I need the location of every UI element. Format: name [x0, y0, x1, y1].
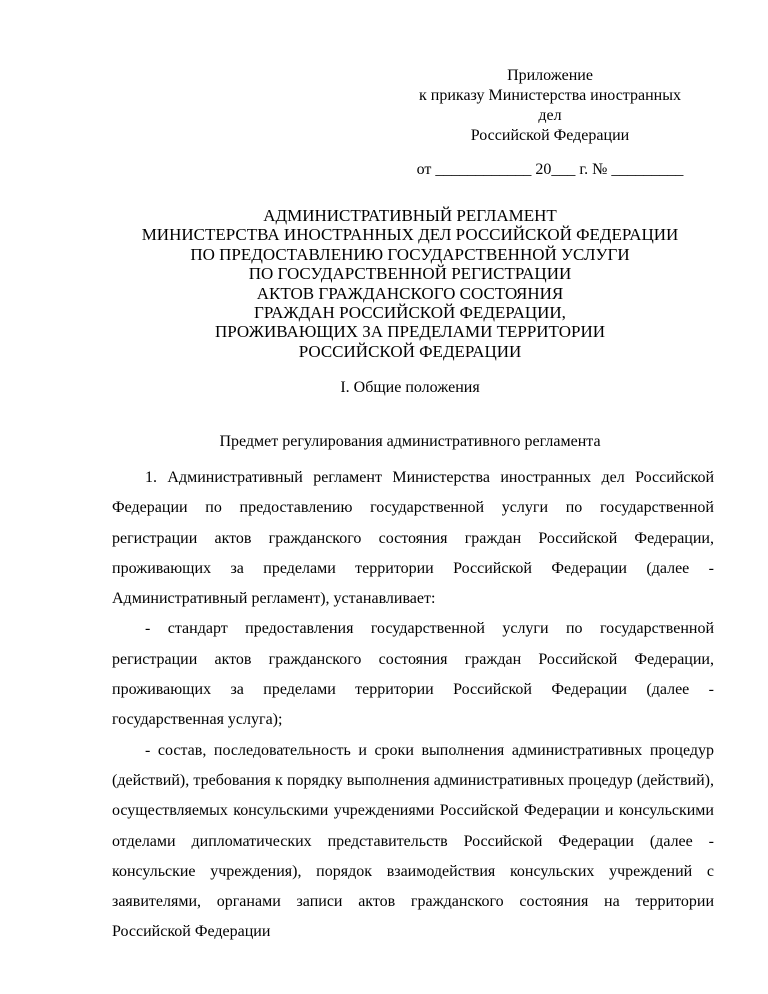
appendix-country: Российской Федерации [470, 127, 630, 144]
subject-heading: Предмет регулирования административного регламента [219, 433, 601, 450]
title-line: РОССИЙСКОЙ ФЕДЕРАЦИИ [298, 341, 522, 361]
title-line: ПРОЖИВАЮЩИХ ЗА ПРЕДЕЛАМИ ТЕРРИТОРИИ [214, 322, 606, 342]
paragraph-2: - стандарт предоставления государственной услуги по государственной регистрации актов гражданского состояния граждан Российской Федерации, проживающих за пределами территории Российской Федерации (далее - государственная услуга); [112, 620, 714, 729]
document-title [80, 206, 740, 361]
appendix-label: Приложение [507, 67, 593, 84]
appendix-order-ref-cont: дел [538, 107, 562, 124]
appendix-date-number: от ____________ 20___ г. № _________ [416, 161, 684, 178]
appendix-order-ref: к приказу Министерства иностранных [419, 87, 681, 104]
appendix-block [390, 66, 710, 180]
title-line: МИНИСТЕРСТВА ИНОСТРАННЫХ ДЕЛ РОССИЙСКОЙ ФЕДЕРАЦИИ [141, 225, 679, 245]
body-text [112, 463, 714, 948]
title-line: ГРАЖДАН РОССИЙСКОЙ ФЕДЕРАЦИИ, [254, 303, 566, 323]
title-line: АКТОВ ГРАЖДАНСКОГО СОСТОЯНИЯ [256, 283, 564, 303]
title-line: АДМИНИСТРАТИВНЫЙ РЕГЛАМЕНТ [263, 206, 557, 225]
section-heading: I. Общие положения [340, 379, 480, 396]
paragraph-1: 1. Административный регламент Министерства иностранных дел Российской Федерации по предоставлению государственной услуги по государственной регистрации актов гражданского состояния граждан Российской Федерации, проживающих за пределами территории Российской Федерации (далее - Административный регламент), устанавливает: [112, 469, 714, 608]
title-line: ПО ПРЕДОСТАВЛЕНИЮ ГОСУДАРСТВЕННОЙ УСЛУГИ [190, 244, 630, 264]
paragraph-3: - состав, последовательность и сроки выполнения административных процедур (действий), требования к порядку выполнения административных процедур (действий), осуществляемых консульскими учреждениями Российской Федерации и консульскими отделами дипломатических представительств Российской Федерации (далее - консульские учреждения), порядок взаимодействия консульских учреждений с заявителями, органами записи актов гражданского состояния на территории Российской Федерации [112, 741, 714, 941]
title-line: ПО ГОСУДАРСТВЕННОЙ РЕГИСТРАЦИИ [248, 264, 572, 284]
